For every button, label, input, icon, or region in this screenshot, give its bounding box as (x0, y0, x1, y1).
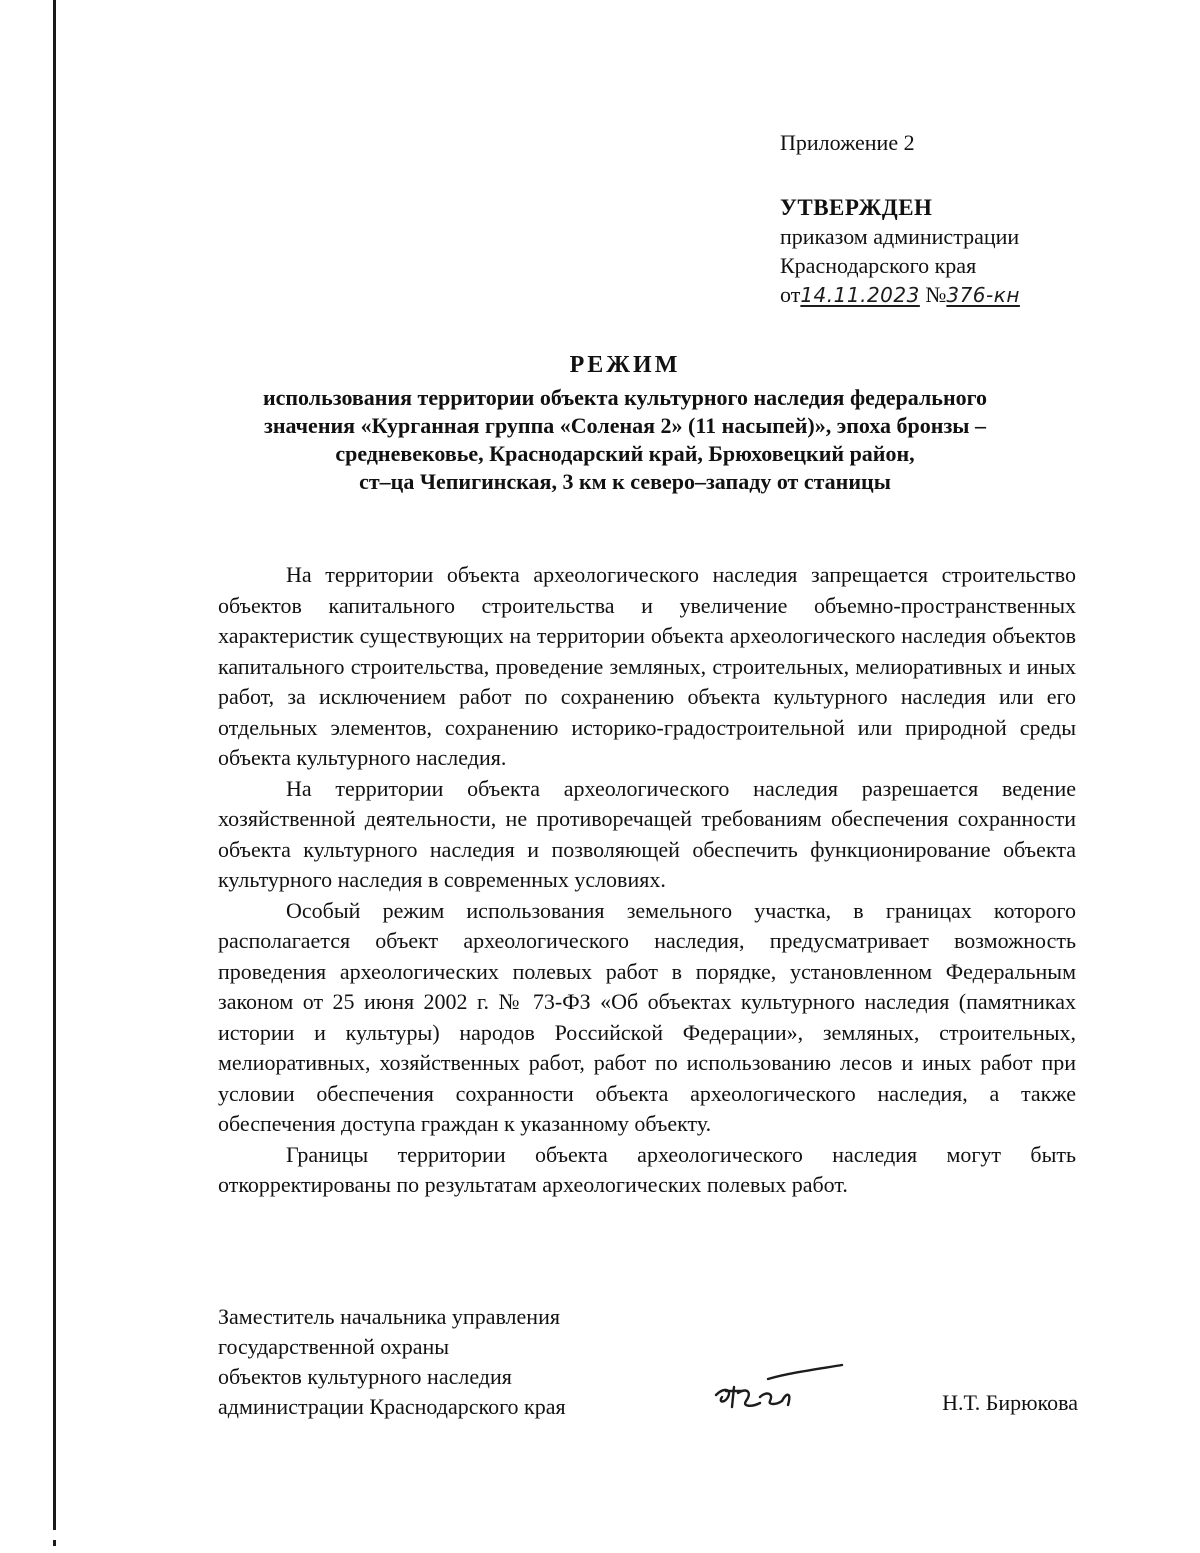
body-paragraph: На территории объекта археологического наследия запрещается строительство объектов капитального строительства и увеличение объемно-пространственных характеристик существующих на территории объекта археологического наследия объектов капитального строительства, проведение земляных, строительных, мелиоративных и иных работ, за исключением работ по сохранению объекта культурного наследия или его отдельных элементов, сохранению историко-градостроительной или природной среды объекта культурного наследия. (218, 562, 1076, 770)
date-prefix: от (780, 282, 801, 307)
signatory-position-line: администрации Краснодарского края (218, 1394, 566, 1419)
document-subtitle-line: ст–ца Чепигинская, 3 км к северо–западу от станицы (359, 469, 891, 494)
appendix-label: Приложение 2 (780, 130, 915, 155)
document-subtitle-line: значения «Курганная группа «Соленая 2» (11 насыпей)», эпоха бронзы – (264, 413, 986, 438)
handwritten-date: 14.11.2023 (800, 283, 920, 307)
signatory-position-line: государственной охраны (218, 1334, 450, 1359)
signatory-position (218, 1302, 698, 1422)
page-edge-line (53, 0, 56, 1530)
body-paragraph: На территории объекта археологического наследия разрешается ведение хозяйственной деятельности, не противоречащей требованиям обеспечения сохранности объекта культурного наследия и позволяющей обеспечить функционирование объекта культурного наследия в современных условиях. (218, 775, 1076, 892)
page-edge-mark (53, 1540, 56, 1546)
document-body (218, 560, 1076, 1201)
document-title-block (200, 350, 1050, 496)
signature-block (218, 1302, 1078, 1432)
signatory-position-line: объектов культурного наследия (218, 1364, 512, 1389)
approval-date-line (780, 280, 1160, 310)
number-prefix: № (925, 282, 947, 307)
handwritten-signature (708, 1357, 848, 1417)
handwritten-number: 376-кн (946, 283, 1020, 307)
approval-block (780, 128, 1160, 310)
body-paragraph: Границы территории объекта археологического наследия могут быть откорректированы по результатам археологических полевых работ. (218, 1141, 1076, 1197)
approval-order-line: приказом администрации (780, 224, 1020, 249)
signatory-position-line: Заместитель начальника управления (218, 1304, 560, 1329)
document-title: РЕЖИМ (569, 352, 681, 378)
approval-region-line: Краснодарского края (780, 253, 977, 278)
document-subtitle-line: использования территории объекта культурного наследия федерального (262, 385, 988, 410)
document-subtitle-line: средневековье, Краснодарский край, Брюховецкий район, (335, 441, 915, 466)
signatory-name: Н.Т. Бирюкова (942, 1390, 1078, 1415)
approved-label: УТВЕРЖДЕН (780, 195, 933, 220)
body-paragraph: Особый режим использования земельного участка, в границах которого располагается объект археологического наследия, предусматривает возможность проведения археологических полевых работ в порядке, установленном Федеральным законом от 25 июня 2002 г. № 73-ФЗ «Об объектах культурного наследия (памятниках истории и культуры) народов Российской Федерации», земляных, строительных, мелиоративных, хозяйственных работ, работ по использованию лесов и иных работ при условии обеспечения сохранности объекта археологического наследия, а также обеспечения доступа граждан к указанному объекту. (218, 897, 1076, 1136)
